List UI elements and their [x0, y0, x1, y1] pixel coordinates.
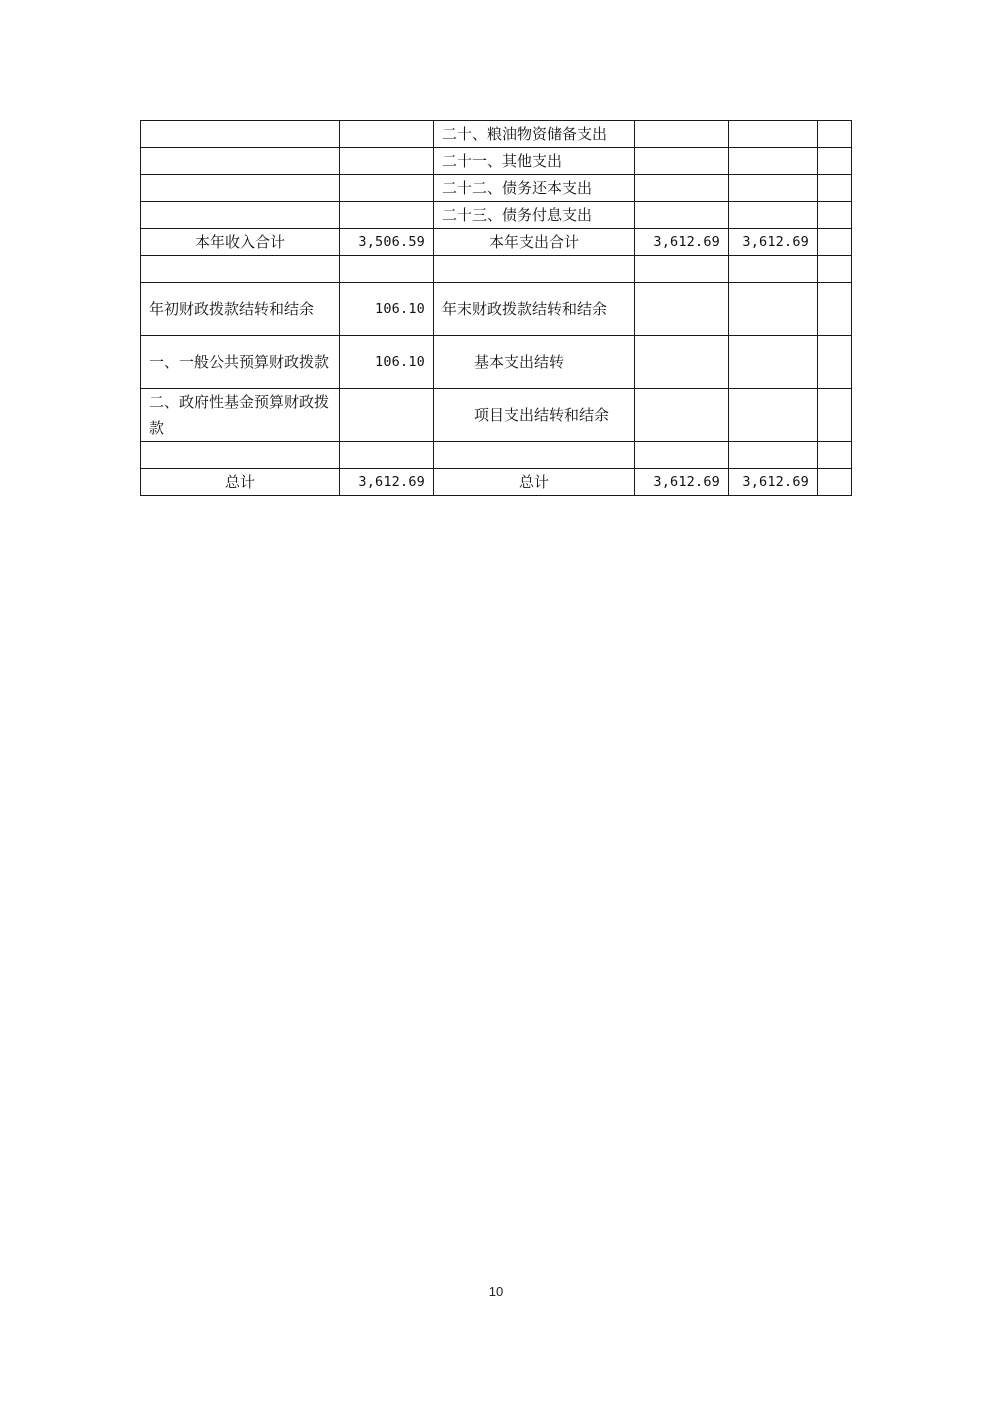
expense-subtotal-cell: 3,612.69	[729, 229, 818, 256]
income-amount-cell	[340, 148, 434, 175]
expense-total-cell	[635, 202, 729, 229]
expense-item-cell: 本年支出合计	[434, 229, 635, 256]
income-item-cell: 年初财政拨款结转和结余	[141, 283, 340, 336]
extra-cell	[818, 336, 852, 389]
expense-item-cell: 二十三、债务付息支出	[434, 202, 635, 229]
income-item-cell	[141, 202, 340, 229]
table-row	[141, 256, 852, 283]
table-row	[141, 202, 852, 229]
extra-cell	[818, 283, 852, 336]
budget-table	[140, 120, 852, 496]
expense-subtotal-cell	[729, 202, 818, 229]
expense-subtotal-cell	[729, 121, 818, 148]
table-row	[141, 229, 852, 256]
extra-cell	[818, 175, 852, 202]
expense-subtotal-cell	[729, 389, 818, 442]
expense-total-cell: 3,612.69	[635, 229, 729, 256]
table-row	[141, 442, 852, 469]
income-item-cell	[141, 121, 340, 148]
table-row	[141, 121, 852, 148]
expense-subtotal-cell	[729, 442, 818, 469]
expense-item-cell: 基本支出结转	[434, 336, 635, 389]
expense-item-cell: 项目支出结转和结余	[434, 389, 635, 442]
income-amount-cell: 106.10	[340, 336, 434, 389]
table-row	[141, 389, 852, 442]
income-item-cell: 一、一般公共预算财政拨款	[141, 336, 340, 389]
expense-total-cell: 3,612.69	[635, 469, 729, 496]
income-amount-cell	[340, 121, 434, 148]
extra-cell	[818, 148, 852, 175]
expense-subtotal-cell	[729, 175, 818, 202]
expense-item-cell: 二十二、债务还本支出	[434, 175, 635, 202]
income-item-cell: 总计	[141, 469, 340, 496]
income-item-cell	[141, 148, 340, 175]
income-amount-cell	[340, 202, 434, 229]
table-row	[141, 283, 852, 336]
expense-item-cell: 二十一、其他支出	[434, 148, 635, 175]
page-number: 10	[488, 1284, 504, 1299]
expense-subtotal-cell	[729, 148, 818, 175]
budget-table-body	[141, 121, 852, 496]
table-row	[141, 175, 852, 202]
income-amount-cell	[340, 256, 434, 283]
income-amount-cell	[340, 175, 434, 202]
extra-cell	[818, 389, 852, 442]
expense-item-cell: 年末财政拨款结转和结余	[434, 283, 635, 336]
expense-total-cell	[635, 442, 729, 469]
table-row	[141, 336, 852, 389]
income-item-cell	[141, 256, 340, 283]
income-item-cell: 本年收入合计	[141, 229, 340, 256]
extra-cell	[818, 469, 852, 496]
income-item-cell: 二、政府性基金预算财政拨款	[141, 389, 340, 442]
expense-total-cell	[635, 175, 729, 202]
expense-item-cell: 二十、粮油物资储备支出	[434, 121, 635, 148]
expense-subtotal-cell	[729, 256, 818, 283]
expense-total-cell	[635, 389, 729, 442]
expense-subtotal-cell	[729, 336, 818, 389]
expense-total-cell	[635, 283, 729, 336]
income-amount-cell: 3,506.59	[340, 229, 434, 256]
income-amount-cell: 106.10	[340, 283, 434, 336]
extra-cell	[818, 202, 852, 229]
expense-item-cell: 总计	[434, 469, 635, 496]
expense-total-cell	[635, 256, 729, 283]
extra-cell	[818, 121, 852, 148]
income-amount-cell: 3,612.69	[340, 469, 434, 496]
income-item-cell	[141, 175, 340, 202]
expense-subtotal-cell	[729, 283, 818, 336]
table-row	[141, 469, 852, 496]
expense-subtotal-cell: 3,612.69	[729, 469, 818, 496]
table-row	[141, 148, 852, 175]
extra-cell	[818, 442, 852, 469]
expense-total-cell	[635, 121, 729, 148]
income-amount-cell	[340, 442, 434, 469]
income-item-cell	[141, 442, 340, 469]
expense-item-cell	[434, 442, 635, 469]
expense-total-cell	[635, 336, 729, 389]
extra-cell	[818, 229, 852, 256]
extra-cell	[818, 256, 852, 283]
expense-total-cell	[635, 148, 729, 175]
expense-item-cell	[434, 256, 635, 283]
income-amount-cell	[340, 389, 434, 442]
